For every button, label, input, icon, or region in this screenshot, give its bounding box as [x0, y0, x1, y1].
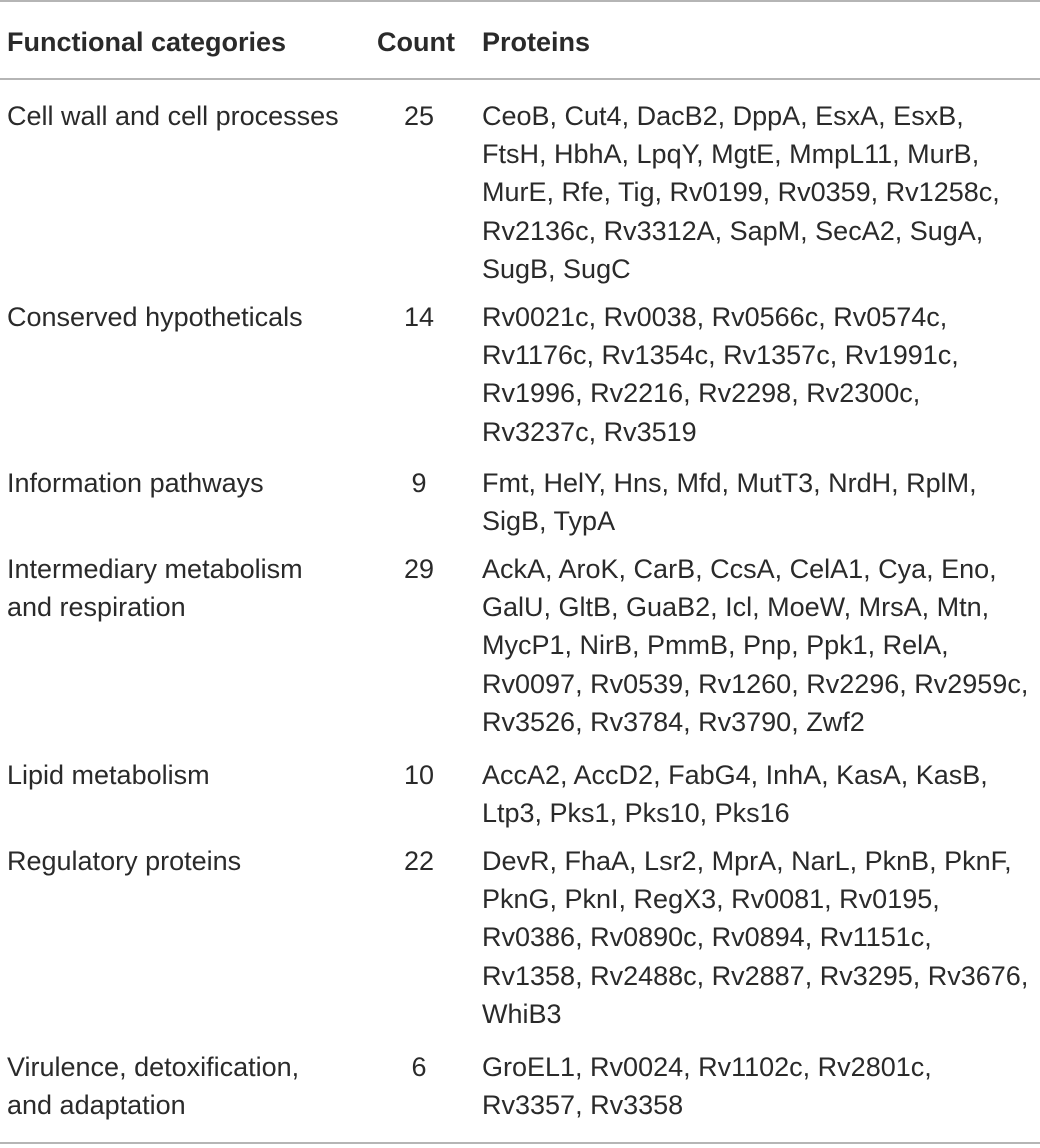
- header-proteins: Proteins: [482, 27, 591, 57]
- header-rule: [0, 78, 1040, 80]
- category-cell: Cell wall and cell processes: [7, 101, 339, 131]
- header-functional-categories: Functional categories: [7, 27, 287, 57]
- proteins-cell: Fmt, HelY, Hns, Mfd, MutT3, NrdH, RplM, SigB, TypA: [482, 468, 977, 537]
- count-cell: 25: [403, 101, 435, 131]
- count-cell: 22: [403, 846, 435, 876]
- table-top-rule: [0, 0, 1040, 2]
- count-cell: 10: [403, 760, 435, 790]
- category-cell: Regulatory proteins: [7, 846, 242, 876]
- count-cell: 29: [403, 554, 435, 584]
- category-cell: Virulence, detoxification, and adaptation: [7, 1052, 300, 1121]
- proteins-cell: AccA2, AccD2, FabG4, InhA, KasA, KasB, Ltp3, Pks1, Pks10, Pks16: [482, 760, 988, 829]
- proteins-cell: Rv0021c, Rv0038, Rv0566c, Rv0574c, Rv1176c, Rv1354c, Rv1357c, Rv1991c, Rv1996, Rv2216, Rv2298, Rv2300c, Rv3237c, Rv3519: [482, 302, 959, 447]
- count-cell: 9: [411, 468, 427, 498]
- count-cell: 6: [411, 1052, 427, 1082]
- category-cell: Information pathways: [7, 468, 264, 498]
- proteins-cell: GroEL1, Rv0024, Rv1102c, Rv2801c, Rv3357, Rv3358: [482, 1052, 932, 1121]
- header-count: Count: [377, 27, 455, 57]
- category-cell: Conserved hypotheticals: [7, 302, 303, 332]
- proteins-cell: DevR, FhaA, Lsr2, MprA, NarL, PknB, PknF, PknG, PknI, RegX3, Rv0081, Rv0195, Rv0386, Rv0890c, Rv0894, Rv1151c, Rv1358, Rv2488c, Rv2887, Rv3295, Rv3676, WhiB3: [482, 846, 1029, 1029]
- proteins-cell: CeoB, Cut4, DacB2, DppA, EsxA, EsxB, FtsH, HbhA, LpqY, MgtE, MmpL11, MurB, MurE, Rfe, Tig, Rv0199, Rv0359, Rv1258c, Rv2136c, Rv3312A, SapM, SecA2, SugA, SugB, SugC: [482, 101, 1000, 284]
- proteins-cell: AckA, AroK, CarB, CcsA, CelA1, Cya, Eno, GalU, GltB, GuaB2, Icl, MoeW, MrsA, Mtn, MycP1, NirB, PmmB, Pnp, Ppk1, RelA, Rv0097, Rv0539, Rv1260, Rv2296, Rv2959c, Rv3526, Rv3784, Rv3790, Zwf2: [482, 554, 1029, 737]
- category-cell: Intermediary metabolism and respiration: [7, 554, 303, 623]
- category-cell: Lipid metabolism: [7, 760, 210, 790]
- table-bottom-rule: [0, 1142, 1040, 1144]
- count-cell: 14: [403, 302, 435, 332]
